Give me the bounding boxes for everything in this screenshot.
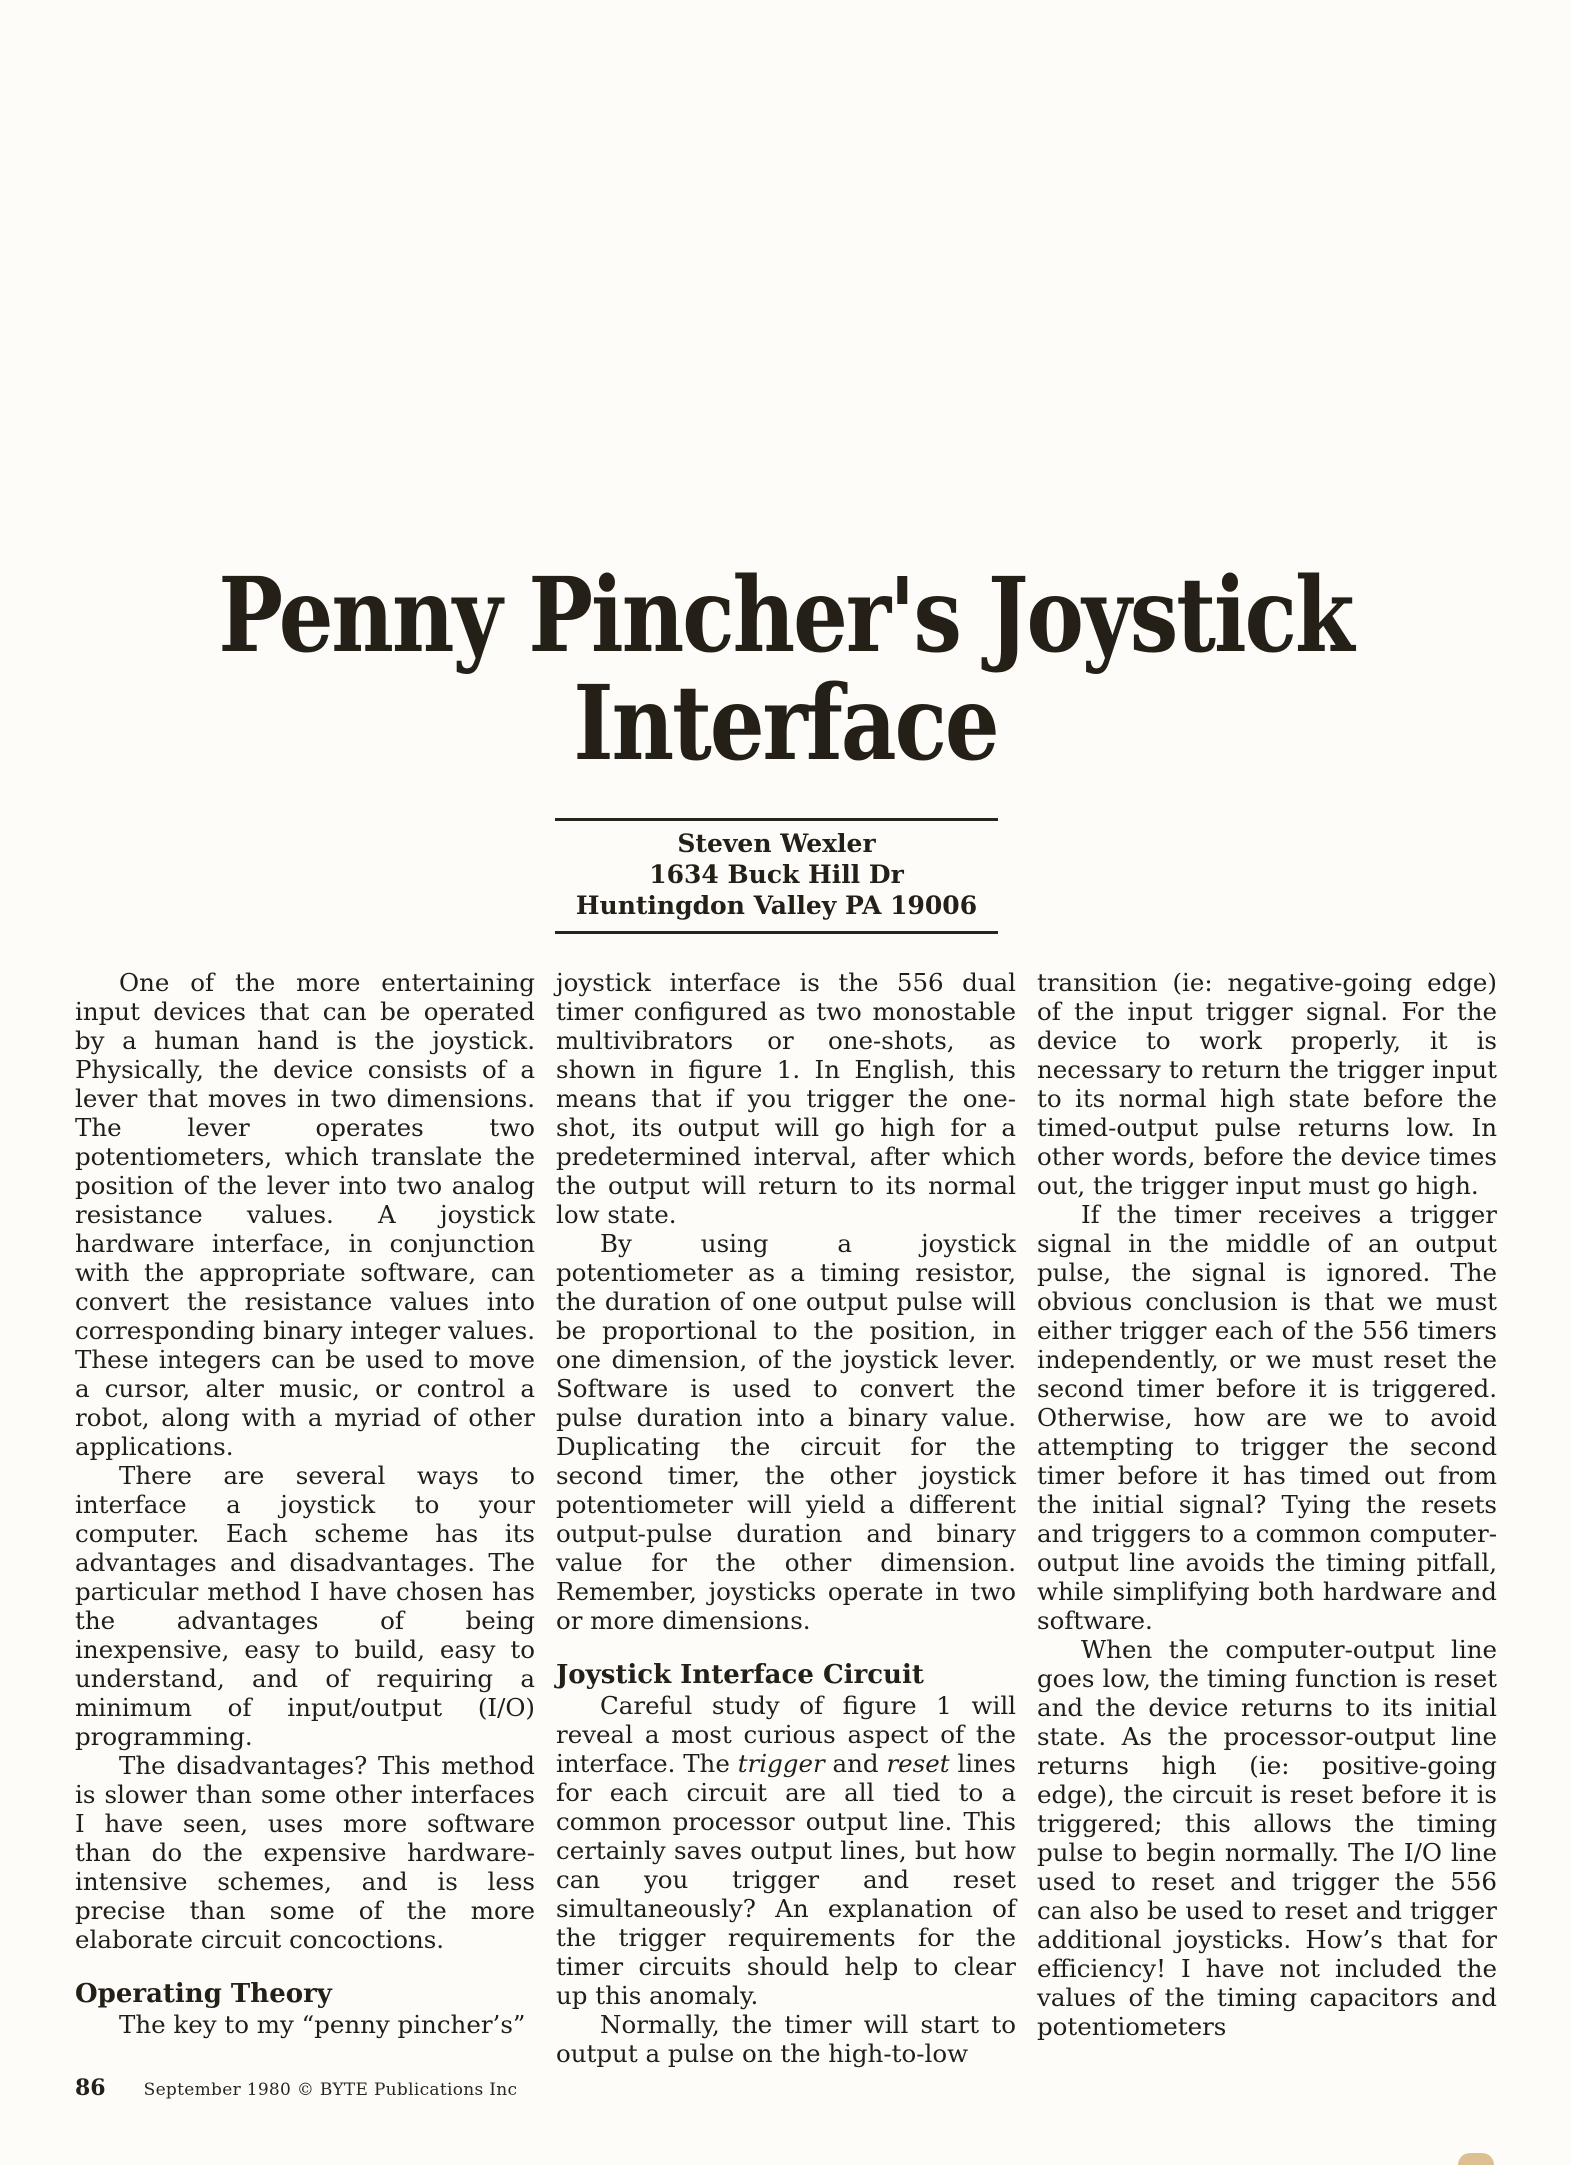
article-body [75, 968, 1497, 2068]
author-address-city: Huntingdon Valley PA 19006 [575, 891, 978, 920]
paragraph: There are several ways to interface a joystick to your computer. Each scheme has its advantages and disadvantages. The particular method I have chosen has the advantages of being inexpensive, easy to build, easy to understand, and of requiring a minimum of input/output (I/O) programming. [75, 1461, 535, 1751]
paragraph: One of the more entertaining input devices that can be operated by a human hand is the joystick. Physically, the device consists of a lever that moves in two dimensions. The lever operates two potentiometers, which translate the position of the lever into two analog resistance values. A joystick hardware interface, in conjunction with the appropriate software, can convert the resistance values into corresponding binary integer values. These integers can be used to move a cursor, alter music, or control a robot, along with a myriad of other applications. [75, 968, 535, 1461]
page-number: 86 [75, 2075, 106, 2101]
paragraph: Normally, the timer will start to output a pulse on the high-to-low [556, 2010, 1016, 2068]
page-footer [75, 2075, 517, 2101]
section-heading-operating-theory: Operating Theory [75, 1979, 332, 2009]
paragraph: transition (ie: negative-going edge) of the input trigger signal. For the device to work properly, it is necessary to return the trigger input to its normal high state before the timed-output pulse returns low. In other words, before the device times out, the trigger input must go high. [1037, 968, 1497, 1200]
article-title [0, 554, 1571, 784]
article-title-line-2: Interface [573, 662, 998, 784]
paragraph: If the timer receives a trigger signal in the middle of an output pulse, the signal is ignored. The obvious conclusion is that we must either trigger each of the 556 timers independently, or we must reset the second timer before it is triggered. Otherwise, how are we to avoid attempting to trigger the second timer before it has timed out from the initial signal? Tying the resets and triggers to a common computer-output line avoids the timing pitfall, while simplifying both hardware and software. [1037, 1200, 1497, 1635]
article-column-1 [75, 968, 535, 2068]
page-curl-sliver [1458, 2153, 1494, 2165]
author-address-street: 1634 Buck Hill Dr [649, 860, 904, 889]
paragraph: joystick interface is the 556 dual timer configured as two monostable multivibrators or one-shots, as shown in figure 1. In English, this means that if you trigger the one-shot, its output will go high for a predetermined interval, after which the output will return to its normal low state. [556, 968, 1016, 1229]
paragraph: By using a joystick potentiometer as a timing resistor, the duration of one output pulse will be proportional to the position, in one dimension, of the joystick lever. Software is used to convert the pulse duration into a binary value. Duplicating the circuit for the second timer, the other joystick potentiometer will yield a different output-pulse duration and binary value for the other dimension. Remember, joysticks operate in two or more dimensions. [556, 1229, 1016, 1635]
author-byline-block [555, 818, 998, 934]
article-title-line-1: Penny Pincher's Joystick [218, 554, 1353, 676]
section-heading-joystick-interface-circuit: Joystick Interface Circuit [556, 1660, 924, 1690]
paragraph: The key to my “penny pincher’s” [119, 2010, 526, 2039]
publication-credit: September 1980 © BYTE Publications Inc [143, 2080, 518, 2100]
paragraph: Careful study of figure 1 will reveal a most curious aspect of the interface. The trigger and reset lines for each circuit are all tied to a common processor output line. This certainly saves output lines, but how can you trigger and reset simultaneously? An explanation of the trigger requirements for the timer circuits should help to clear up this anomaly. [556, 1691, 1016, 2010]
article-column-2 [556, 968, 1016, 2068]
author-name: Steven Wexler [677, 829, 876, 858]
paragraph: When the computer-output line goes low, the timing function is reset and the device returns to its initial state. As the processor-output line returns high (ie: positive-going edge), the circuit is reset before it is triggered; this allows the timing pulse to begin normally. The I/O line used to reset and trigger the 556 can also be used to reset and trigger additional joysticks. How’s that for efficiency! I have not included the values of the timing capacitors and potentiometers [1037, 1635, 1497, 2041]
article-column-3 [1037, 968, 1497, 2068]
paragraph: The disadvantages? This method is slower than some other interfaces I have seen, uses more software than do the expensive hardware-intensive schemes, and is less precise than some of the more elaborate circuit concoctions. [75, 1751, 535, 1954]
